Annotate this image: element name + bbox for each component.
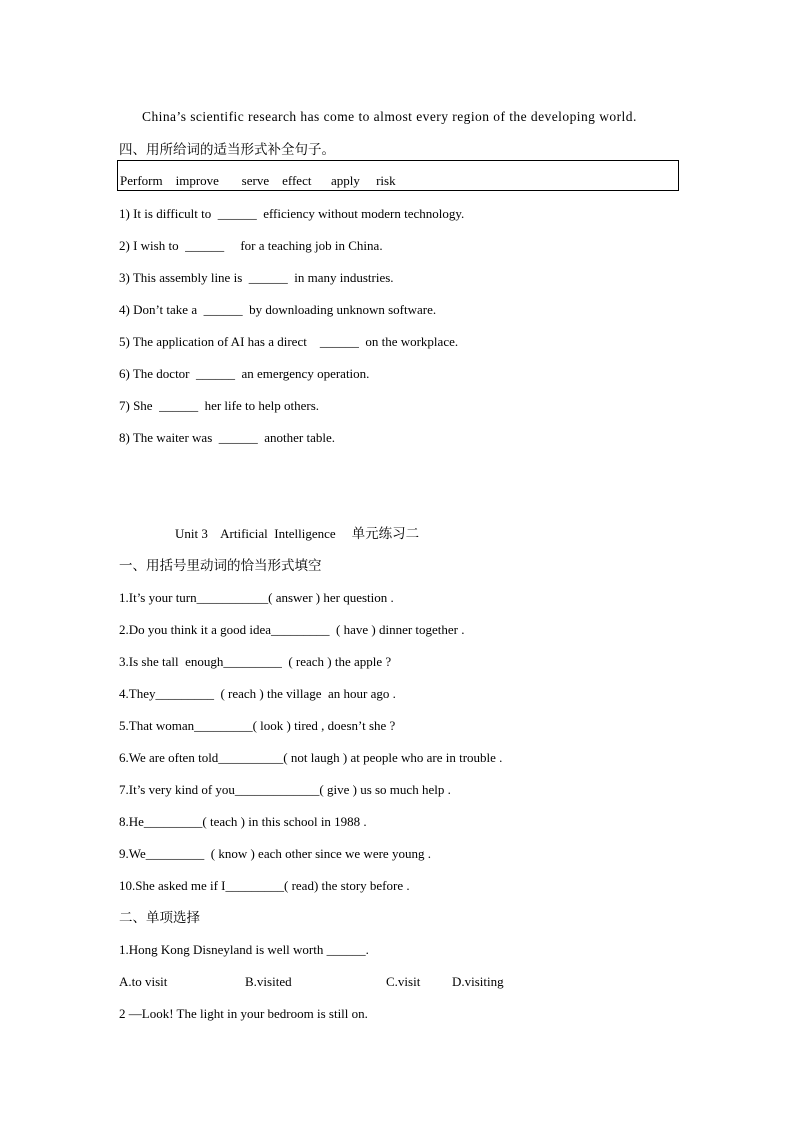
section-2-heading: 二、单项选择 — [119, 910, 200, 926]
unit-subtitle: 单元练习二 — [351, 526, 420, 542]
question-1-option-d: D.visiting — [452, 974, 504, 989]
section-1-item-9: 9.We_________ ( know ) each other since we were young . — [119, 846, 431, 861]
intro-sentence: China’s scientific research has come to almost every region of the developing world. — [142, 109, 637, 124]
section-4-item-2: 2) I wish to ______ for a teaching job in China. — [119, 238, 383, 253]
question-1: 1.Hong Kong Disneyland is well worth ______. — [119, 942, 369, 957]
question-2: 2 —Look! The light in your bedroom is still on. — [119, 1006, 368, 1021]
section-4-item-7: 7) She ______ her life to help others. — [119, 398, 320, 413]
section-4-item-8: 8) The waiter was ______ another table. — [119, 430, 335, 445]
question-1-option-b: B.visited — [245, 974, 292, 989]
section-4-item-3: 3) This assembly line is ______ in many industries. — [119, 270, 394, 285]
section-1-item-8: 8.He_________( teach ) in this school in 1988 . — [119, 814, 367, 829]
section-1-item-3: 3.Is she tall enough_________ ( reach ) the apple ? — [119, 654, 392, 669]
section-1-item-4: 4.They_________ ( reach ) the village an hour ago . — [119, 686, 396, 701]
section-1-item-10: 10.She asked me if I_________( read) the story before . — [119, 878, 410, 893]
section-4-item-1: 1) It is difficult to ______ efficiency without modern technology. — [119, 206, 465, 221]
unit-title-text: Unit 3 Artificial Intelligence — [175, 526, 336, 541]
question-1-option-a: A.to visit — [119, 974, 168, 989]
section-1-item-7: 7.It’s very kind of you_____________( give ) us so much help . — [119, 782, 451, 797]
question-1-option-c: C.visit — [386, 974, 421, 989]
section-1-item-1: 1.It’s your turn___________( answer ) her question . — [119, 590, 394, 605]
section-4-item-6: 6) The doctor ______ an emergency operation. — [119, 366, 370, 381]
word-box-words: Perform improve serve effect apply risk — [120, 173, 396, 188]
word-box — [117, 160, 679, 191]
unit-title — [175, 526, 419, 542]
section-1-item-6: 6.We are often told__________( not laugh ) at people who are in trouble . — [119, 750, 503, 765]
section-4-item-5: 5) The application of AI has a direct ______ on the workplace. — [119, 334, 459, 349]
section-1-item-5: 5.That woman_________( look ) tired , doesn’t she ? — [119, 718, 396, 733]
section-1-item-2: 2.Do you think it a good idea_________ ( have ) dinner together . — [119, 622, 465, 637]
section-4-heading: 四、用所给词的适当形式补全句子。 — [119, 142, 335, 158]
section-4-item-4: 4) Don’t take a ______ by downloading unknown software. — [119, 302, 437, 317]
section-1-heading: 一、用括号里动词的恰当形式填空 — [119, 558, 322, 574]
